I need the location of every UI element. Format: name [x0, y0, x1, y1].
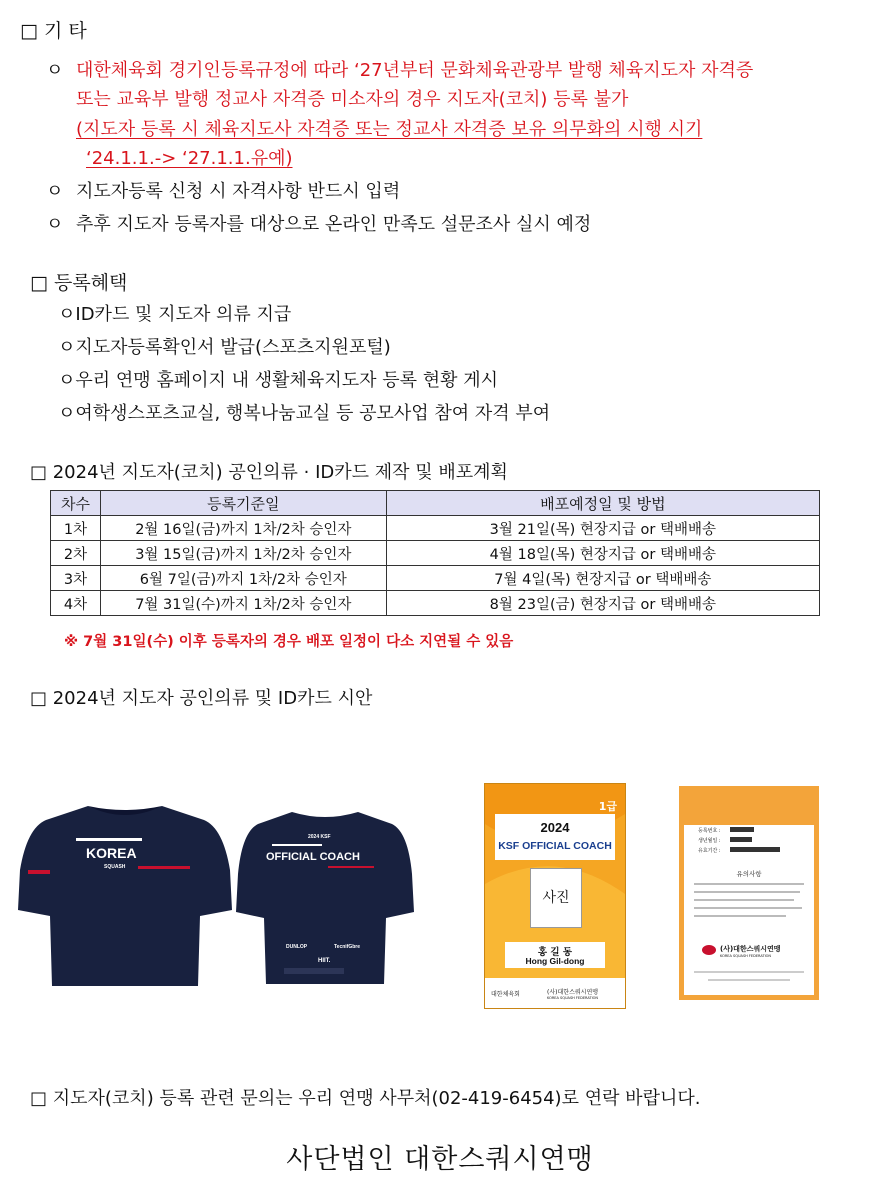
etc-item-2: 지도자등록 신청 시 자격사항 반드시 입력	[76, 181, 401, 202]
sponsor-logo: DUNLOP	[286, 944, 308, 950]
bullet-glyph: ㅇ	[46, 60, 64, 81]
cell-dist-date: 3월 21일(목) 현장지급 or 택배배송	[386, 516, 819, 541]
etc-item-3: 추후 지도자 등록자를 대상으로 온라인 만족도 설문조사 실시 예정	[76, 214, 592, 235]
etc-item-1-paren: (지도자 등록 시 체육지도사 자격증 또는 정교사 자격증 보유 의무화의 시행 시기	[76, 119, 703, 140]
card-back-federation-en: KOREA SQUASH FEDERATION	[720, 954, 771, 958]
card-year: 2024	[540, 820, 570, 835]
contact-info: □ 지도자(코치) 등록 관련 문의는 우리 연맹 사무처(02-419-6454)로 연락 바랍니다.	[30, 1088, 701, 1109]
sponsor-logo: HIIT.	[318, 958, 331, 964]
coach-shirt-back	[236, 808, 414, 986]
table-row	[51, 541, 820, 566]
schedule-note: ※ 7월 31일(수) 이후 등록자의 경우 배포 일정이 다소 지연될 수 있음	[64, 634, 514, 650]
cell-dist-date: 4월 18일(목) 현장지급 or 택배배송	[386, 541, 819, 566]
table-row	[51, 591, 820, 616]
card-back-notice-title: 유의사항	[736, 870, 762, 878]
cell-round: 2차	[51, 541, 101, 566]
card-back-federation: (사)대한스쿼시연맹	[720, 945, 781, 953]
card-back-header	[684, 791, 814, 825]
cell-reg-date: 7월 31일(수)까지 1차/2차 승인자	[100, 591, 386, 616]
id-card-front	[484, 783, 626, 1009]
federation-logo-icon	[702, 945, 716, 955]
shirt-back-title: OFFICIAL COACH	[266, 851, 360, 863]
card-name-en: Hong Gil-dong	[525, 956, 585, 966]
card-logo-right-en: KOREA SQUASH FEDERATION	[547, 996, 598, 1000]
bullet-glyph: ㅇ	[46, 181, 64, 202]
bullet-glyph: ㅇ	[46, 214, 64, 235]
section-schedule-title: □ 2024년 지도자(코치) 공인의류 · ID카드 제작 및 배포계획	[30, 462, 508, 483]
section-benefits-title: □ 등록혜택	[30, 272, 128, 294]
card-back-field: 유효기간 :	[698, 848, 721, 854]
redacted-bar	[730, 827, 754, 832]
address-line	[694, 971, 804, 973]
header-round: 차수	[51, 491, 101, 516]
notice-line	[694, 915, 786, 917]
footer-org-name: 사단법인 대한스쿼시연맹	[286, 1144, 594, 1175]
etc-item-1-cont: 또는 교육부 발행 정교사 자격증 미소자의 경우 지도자(코치) 등록 불가	[76, 89, 629, 110]
shirt-back-small: 2024 KSF	[308, 834, 331, 840]
coach-shirt-front	[18, 800, 232, 988]
shirt-front-sub: SQUASH	[104, 864, 126, 870]
cell-reg-date: 6월 7일(금)까지 1차/2차 승인자	[100, 566, 386, 591]
cell-round: 1차	[51, 516, 101, 541]
section-design-title: □ 2024년 지도자 공인의류 및 ID카드 시안	[30, 688, 373, 709]
card-title: KSF OFFICIAL COACH	[498, 840, 612, 852]
table-row	[51, 566, 820, 591]
notice-line	[694, 883, 804, 885]
notice-line	[694, 907, 802, 909]
table-row	[51, 516, 820, 541]
redacted-bar	[730, 847, 780, 852]
cell-round: 3차	[51, 566, 101, 591]
cell-reg-date: 3월 15일(금)까지 1차/2차 승인자	[100, 541, 386, 566]
cell-dist-date: 8월 23일(금) 현장지급 or 택배배송	[386, 591, 819, 616]
card-back-field: 생년월일 :	[698, 838, 721, 844]
id-card-back	[679, 786, 819, 1000]
benefit-item: ㅇID카드 및 지도자 의류 지급	[58, 304, 292, 325]
card-back-field: 등록번호 :	[698, 828, 721, 834]
cell-reg-date: 2월 16일(금)까지 1차/2차 승인자	[100, 516, 386, 541]
shirt-front-logo: KOREA	[86, 845, 137, 861]
schedule-table	[50, 490, 820, 616]
card-photo-placeholder: 사진	[530, 868, 582, 928]
section-etc-title: □ 기 타	[20, 20, 87, 42]
etc-item-1-paren-cont: ‘24.1.1.-> ‘27.1.1.유예)	[86, 148, 293, 169]
header-dist-date: 배포예정일 및 방법	[386, 491, 819, 516]
card-grade: 1급	[598, 800, 617, 813]
benefit-item: ㅇ여학생스포츠교실, 행복나눔교실 등 공모사업 참여 자격 부여	[58, 403, 551, 424]
benefit-item: ㅇ지도자등록확인서 발급(스포츠지원포털)	[58, 337, 391, 358]
card-name-ko: 홍 길 동	[537, 947, 573, 958]
cell-round: 4차	[51, 591, 101, 616]
benefit-item: ㅇ우리 연맹 홈페이지 내 생활체육지도자 등록 현황 게시	[58, 370, 498, 391]
card-logo-left: 대한체육회	[491, 991, 520, 998]
etc-item-1: 대한체육회 경기인등록규정에 따라 ‘27년부터 문화체육관광부 발행 체육지도자 자격증	[76, 60, 754, 81]
notice-line	[694, 899, 794, 901]
cell-dist-date: 7월 4일(목) 현장지급 or 택배배송	[386, 566, 819, 591]
redacted-bar	[730, 837, 752, 842]
address-line	[708, 979, 790, 981]
table-header-row	[51, 491, 820, 516]
notice-line	[694, 891, 800, 893]
header-reg-date: 등록기준일	[100, 491, 386, 516]
sponsor-logo: TecnifGbre	[334, 944, 361, 950]
card-logo-right: (사)대한스쿼시연맹	[547, 989, 599, 996]
